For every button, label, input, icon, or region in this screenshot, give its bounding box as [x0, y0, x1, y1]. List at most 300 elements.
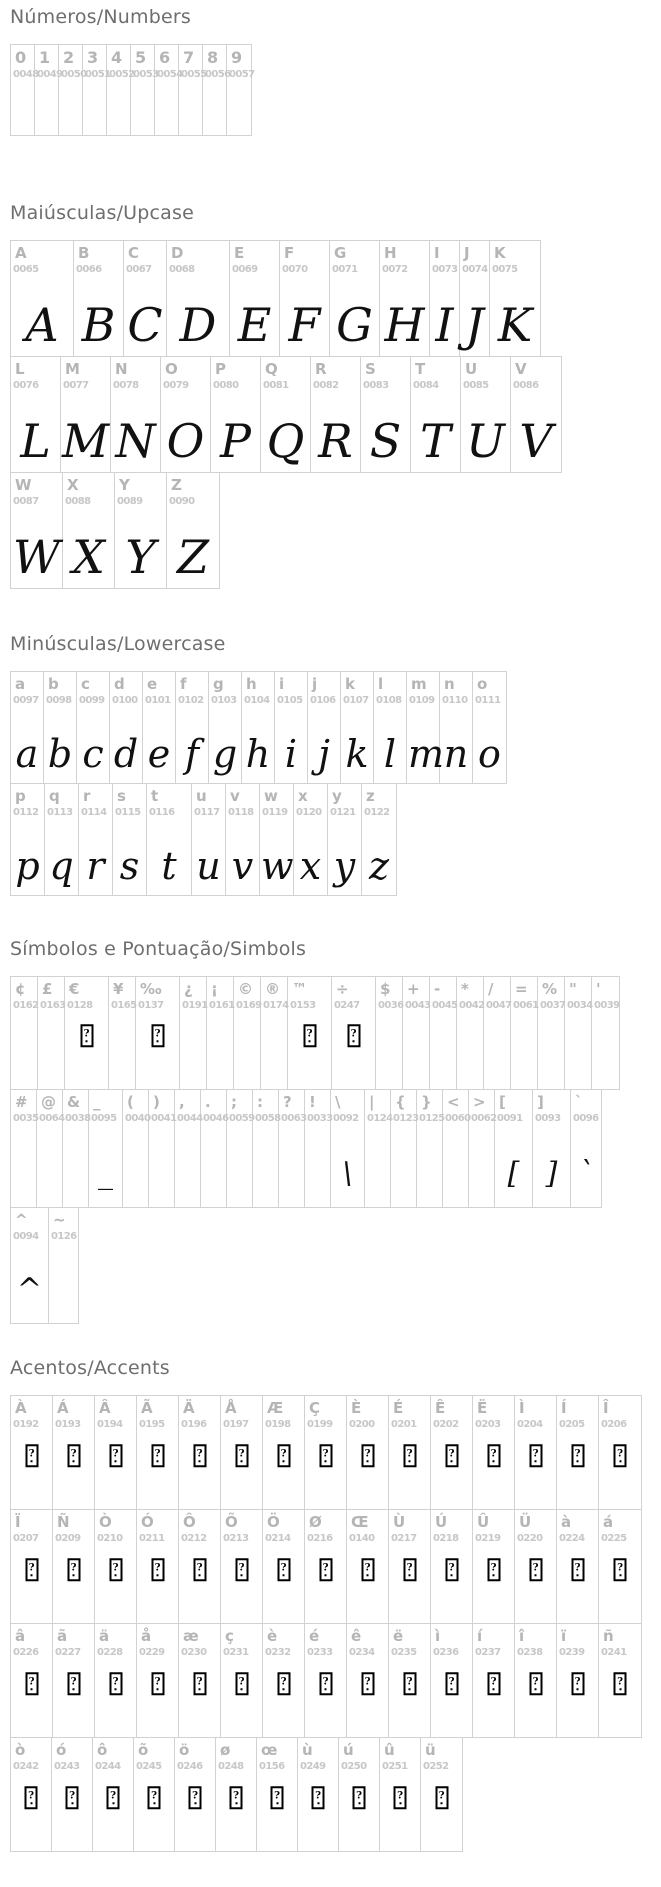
glyph-cell	[347, 1396, 389, 1509]
cell-char-label: É	[393, 1399, 404, 1417]
cell-char-label: O	[165, 360, 178, 378]
cell-char-label: Î	[603, 1399, 609, 1417]
missing-glyph-box	[67, 1444, 80, 1467]
cell-char-label: ø	[220, 1741, 231, 1759]
cell-char-label: í	[477, 1627, 483, 1645]
glyph-cell	[430, 241, 460, 356]
cell-glyph: y	[333, 844, 356, 888]
cell-unicode-value: 0092	[333, 1113, 359, 1124]
missing-glyph-question-mark: ?	[617, 1675, 623, 1687]
glyph-cell	[175, 1738, 216, 1851]
glyph-cell	[305, 1090, 331, 1207]
glyph-cell	[515, 1510, 557, 1623]
glyph-cell	[221, 1624, 263, 1737]
cell-char-label: o	[477, 675, 488, 693]
glyph-cell	[93, 1738, 134, 1851]
glyph-row	[10, 976, 620, 1090]
glyph-table-lowercase	[10, 671, 661, 896]
missing-glyph-box	[25, 1558, 38, 1581]
cell-unicode-value: 0121	[330, 807, 356, 818]
glyph-cell	[473, 672, 506, 783]
cell-char-label: ©	[238, 980, 253, 998]
cell-char-label: 7	[183, 48, 195, 67]
cell-glyph: J	[465, 298, 484, 352]
cell-char-label: é	[309, 1627, 320, 1645]
glyph-cell	[571, 1090, 601, 1207]
cell-unicode-value: 0091	[497, 1113, 523, 1124]
glyph-cell	[421, 1738, 462, 1851]
glyph-cell	[242, 672, 275, 783]
cell-unicode-value: 0123	[393, 1113, 419, 1124]
missing-glyph-box	[189, 1786, 202, 1809]
cell-unicode-value: 0095	[91, 1113, 117, 1124]
cell-unicode-value: 0083	[363, 380, 389, 391]
cell-char-label: {	[395, 1093, 406, 1111]
cell-unicode-value: 0057	[229, 69, 255, 80]
cell-glyph: U	[466, 414, 505, 468]
cell-char-label: K	[494, 244, 506, 262]
cell-char-label: %	[542, 980, 558, 998]
glyph-cell	[294, 784, 328, 895]
cell-char-label: H	[384, 244, 397, 262]
glyph-cell	[557, 1396, 599, 1509]
cell-char-label: }	[421, 1093, 432, 1111]
cell-char-label: Y	[119, 476, 130, 494]
cell-char-label: l	[378, 675, 384, 693]
cell-unicode-value: 0206	[601, 1419, 627, 1430]
cell-unicode-value: 0104	[244, 695, 270, 706]
cell-char-label: ™	[292, 980, 307, 998]
cell-char-label: Œ	[351, 1513, 369, 1531]
cell-char-label: r	[83, 787, 91, 805]
cell-char-label: [	[499, 1093, 506, 1111]
missing-glyph-question-mark: ?	[28, 1561, 35, 1573]
section-lowercase	[10, 633, 661, 896]
cell-char-label: ë	[393, 1627, 404, 1645]
missing-glyph-question-mark: ?	[406, 1447, 413, 1459]
cell-char-label: ú	[343, 1741, 354, 1759]
missing-glyph-question-mark: ?	[574, 1561, 581, 1573]
cell-char-label: Ì	[519, 1399, 525, 1417]
cell-glyph: b	[47, 732, 73, 776]
glyph-cell	[59, 45, 87, 135]
cell-char-label: á	[603, 1513, 614, 1531]
cell-unicode-value: 0061	[513, 1000, 539, 1011]
cell-unicode-value: 0232	[265, 1647, 291, 1658]
cell-char-label: 9	[231, 48, 243, 67]
cell-char-label: ^	[15, 1211, 28, 1229]
cell-unicode-value: 0156	[259, 1761, 285, 1772]
glyph-cell	[308, 672, 341, 783]
glyph-cell	[124, 241, 167, 356]
cell-unicode-value: 0087	[13, 496, 39, 507]
cell-char-label: ì	[435, 1627, 441, 1645]
cell-char-label: z	[366, 787, 375, 805]
cell-char-label: >	[473, 1093, 486, 1111]
missing-glyph-box	[403, 1672, 416, 1695]
glyph-cell	[407, 672, 445, 783]
cell-unicode-value: 0226	[13, 1647, 39, 1658]
cell-char-label: È	[351, 1399, 362, 1417]
cell-unicode-value: 0128	[67, 1000, 93, 1011]
glyph-cell	[52, 1738, 93, 1851]
cell-unicode-value: 0036	[378, 1000, 404, 1011]
glyph-cell	[391, 1090, 417, 1207]
cell-char-label: ó	[56, 1741, 67, 1759]
cell-char-label: w	[264, 787, 278, 805]
cell-unicode-value: 0120	[296, 807, 322, 818]
missing-glyph-question-mark: ?	[83, 1028, 90, 1040]
missing-glyph-question-mark: ?	[448, 1561, 455, 1573]
glyph-cell	[515, 1396, 557, 1509]
cell-unicode-value: 0197	[223, 1419, 249, 1430]
glyph-cell	[216, 1738, 257, 1851]
missing-glyph-box	[235, 1558, 248, 1581]
cell-unicode-value: 0228	[97, 1647, 123, 1658]
cell-unicode-value: 0040	[125, 1113, 151, 1124]
missing-glyph-box	[319, 1672, 332, 1695]
cell-unicode-value: 0075	[492, 264, 518, 275]
cell-char-label: 0	[15, 48, 27, 67]
glyph-cell	[110, 672, 143, 783]
cell-glyph: P	[220, 414, 251, 468]
missing-glyph-box	[614, 1558, 627, 1581]
cell-char-label: D	[171, 244, 184, 262]
cell-glyph: W	[12, 530, 61, 584]
glyph-cell	[147, 784, 192, 895]
missing-glyph-box	[25, 1444, 38, 1467]
cell-unicode-value: 0067	[126, 264, 152, 275]
cell-unicode-value: 0073	[432, 264, 458, 275]
missing-glyph-box	[277, 1558, 290, 1581]
missing-glyph-question-mark: ?	[397, 1789, 403, 1801]
cell-unicode-value: 0165	[111, 1000, 137, 1011]
missing-glyph-question-mark: ?	[617, 1561, 623, 1573]
glyph-cell	[288, 977, 332, 1089]
cell-char-label: b	[48, 675, 59, 693]
missing-glyph-question-mark: ?	[274, 1789, 280, 1801]
cell-char-label: i	[279, 675, 285, 693]
cell-unicode-value: 0077	[63, 380, 89, 391]
glyph-cell	[79, 784, 113, 895]
glyph-table-accents	[10, 1395, 661, 1852]
missing-glyph-question-mark: ?	[322, 1447, 329, 1459]
cell-unicode-value: 0211	[139, 1533, 165, 1544]
glyph-cell	[11, 357, 61, 472]
cell-glyph: Y	[125, 530, 156, 584]
cell-unicode-value: 0063	[281, 1113, 307, 1124]
cell-unicode-value: 0056	[205, 69, 231, 80]
cell-glyph: `	[578, 1156, 594, 1191]
glyph-cell	[143, 672, 176, 783]
cell-char-label: P	[215, 360, 226, 378]
cell-char-label: \	[335, 1093, 341, 1111]
cell-glyph: B	[81, 298, 116, 352]
cell-char-label: è	[267, 1627, 278, 1645]
cell-glyph: d	[113, 732, 139, 776]
cell-char-label: !	[309, 1093, 316, 1111]
cell-char-label: ¿	[184, 980, 193, 998]
glyph-cell	[599, 1396, 641, 1509]
cell-glyph: N	[115, 414, 156, 468]
cell-unicode-value: 0080	[213, 380, 239, 391]
glyph-cell	[389, 1396, 431, 1509]
cell-char-label: û	[384, 1741, 395, 1759]
glyph-cell	[95, 1624, 137, 1737]
glyph-row	[10, 44, 255, 136]
missing-glyph-question-mark: ?	[448, 1675, 455, 1687]
cell-unicode-value: 0115	[115, 807, 141, 818]
cell-char-label: s	[117, 787, 126, 805]
cell-unicode-value: 0217	[391, 1533, 417, 1544]
glyph-cell	[89, 1090, 123, 1207]
missing-glyph-box	[403, 1444, 416, 1467]
cell-glyph: L	[20, 414, 51, 468]
cell-char-label: f	[180, 675, 187, 693]
glyph-row	[10, 1207, 79, 1324]
glyph-cell	[209, 672, 242, 783]
cell-char-label: ò	[15, 1741, 26, 1759]
cell-unicode-value: 0043	[405, 1000, 431, 1011]
cell-char-label: @	[41, 1093, 56, 1111]
glyph-cell	[380, 241, 430, 356]
cell-char-label: X	[67, 476, 79, 494]
cell-char-label: î	[519, 1627, 525, 1645]
missing-glyph-box	[614, 1444, 627, 1467]
missing-glyph-box	[271, 1786, 284, 1809]
cell-unicode-value: 0218	[433, 1533, 459, 1544]
cell-unicode-value: 0199	[307, 1419, 333, 1430]
glyph-cell	[374, 672, 407, 783]
cell-unicode-value: 0093	[535, 1113, 561, 1124]
cell-unicode-value: 0064	[39, 1113, 65, 1124]
cell-glyph: f	[184, 732, 200, 776]
cell-char-label: |	[369, 1093, 375, 1111]
missing-glyph-question-mark: ?	[154, 1447, 161, 1459]
cell-unicode-value: 0202	[433, 1419, 459, 1430]
missing-glyph-box	[319, 1558, 332, 1581]
glyph-row	[10, 1509, 642, 1624]
missing-glyph-question-mark: ?	[154, 1675, 161, 1687]
glyph-cell	[490, 241, 540, 356]
cell-char-label: k	[345, 675, 355, 693]
cell-char-label: À	[15, 1399, 27, 1417]
cell-glyph: I	[435, 298, 454, 352]
glyph-cell	[280, 241, 330, 356]
cell-unicode-value: 0236	[433, 1647, 459, 1658]
glyph-cell	[365, 1090, 391, 1207]
cell-unicode-value: 0099	[79, 695, 105, 706]
glyph-cell	[305, 1510, 347, 1623]
cell-char-label: ÷	[336, 980, 349, 998]
cell-unicode-value: 0062	[471, 1113, 497, 1124]
cell-char-label: c	[81, 675, 90, 693]
glyph-cell	[53, 1510, 95, 1623]
cell-char-label: n	[444, 675, 455, 693]
cell-char-label: ¡	[211, 980, 218, 998]
cell-char-label: S	[365, 360, 376, 378]
section-title-accents: Acentos/Accents	[10, 1357, 170, 1379]
cell-char-label: u	[196, 787, 207, 805]
missing-glyph-question-mark: ?	[364, 1447, 371, 1459]
missing-glyph-box	[487, 1444, 500, 1467]
glyph-cell	[11, 1738, 52, 1851]
glyph-cell	[279, 1090, 305, 1207]
missing-glyph-box	[361, 1444, 374, 1467]
glyph-cell	[263, 1510, 305, 1623]
cell-unicode-value: 0110	[442, 695, 468, 706]
glyph-cell	[261, 977, 288, 1089]
cell-unicode-value: 0068	[169, 264, 195, 275]
cell-unicode-value: 0191	[182, 1000, 208, 1011]
cell-unicode-value: 0227	[55, 1647, 81, 1658]
cell-char-label: =	[515, 980, 528, 998]
missing-glyph-question-mark: ?	[356, 1789, 362, 1801]
cell-unicode-value: 0251	[382, 1761, 408, 1772]
missing-glyph-question-mark: ?	[364, 1675, 371, 1687]
cell-glyph: l	[383, 732, 397, 776]
cell-glyph: z	[368, 844, 390, 888]
cell-unicode-value: 0125	[419, 1113, 445, 1124]
glyph-cell	[115, 473, 167, 588]
missing-glyph-question-mark: ?	[238, 1675, 245, 1687]
cell-char-label: C	[128, 244, 140, 262]
missing-glyph-box	[529, 1444, 542, 1467]
cell-char-label: +	[407, 980, 420, 998]
cell-unicode-value: 0058	[255, 1113, 281, 1124]
cell-char-label: W	[15, 476, 32, 494]
cell-char-label: j	[312, 675, 318, 693]
glyph-cell	[403, 977, 430, 1089]
missing-glyph-question-mark: ?	[238, 1447, 245, 1459]
cell-char-label: y	[332, 787, 342, 805]
missing-glyph-question-mark: ?	[280, 1561, 287, 1573]
cell-unicode-value: 0195	[139, 1419, 165, 1430]
cell-char-label: E	[234, 244, 245, 262]
cell-char-label: ,	[179, 1093, 185, 1111]
cell-char-label: Ò	[99, 1513, 112, 1531]
cell-char-label: v	[230, 787, 240, 805]
missing-glyph-box	[25, 1672, 38, 1695]
cell-glyph: q	[49, 844, 74, 888]
cell-char-label: õ	[138, 1741, 149, 1759]
glyph-cell	[263, 1624, 305, 1737]
cell-char-label: Í	[561, 1399, 567, 1417]
missing-glyph-question-mark: ?	[532, 1447, 539, 1459]
cell-char-label: Ú	[435, 1513, 448, 1531]
glyph-cell	[207, 977, 234, 1089]
cell-unicode-value: 0203	[475, 1419, 501, 1430]
missing-glyph-box	[67, 1558, 80, 1581]
glyph-cell	[131, 45, 159, 135]
glyph-cell	[137, 1510, 179, 1623]
cell-char-label: æ	[183, 1627, 199, 1645]
cell-unicode-value: 0072	[382, 264, 408, 275]
missing-glyph-question-mark: ?	[151, 1789, 157, 1801]
cell-unicode-value: 0244	[95, 1761, 121, 1772]
glyph-cell	[77, 672, 110, 783]
missing-glyph-question-mark: ?	[280, 1675, 287, 1687]
glyph-cell	[557, 1510, 599, 1623]
section-symbols	[10, 938, 661, 1324]
glyph-cell	[347, 1624, 389, 1737]
cell-unicode-value: 0214	[265, 1533, 291, 1544]
cell-unicode-value: 0107	[343, 695, 369, 706]
glyph-cell	[83, 45, 111, 135]
glyph-cell	[179, 45, 207, 135]
cell-char-label: Ç	[309, 1399, 321, 1417]
glyph-cell	[469, 1090, 495, 1207]
cell-glyph: s	[119, 844, 140, 888]
cell-char-label: 3	[87, 48, 99, 67]
cell-char-label: â	[15, 1627, 26, 1645]
cell-char-label: B	[78, 244, 90, 262]
cell-glyph: T	[420, 414, 451, 468]
cell-char-label: Ü	[519, 1513, 532, 1531]
cell-char-label: ]	[537, 1093, 544, 1111]
missing-glyph-question-mark: ?	[574, 1675, 581, 1687]
glyph-cell	[592, 977, 619, 1089]
cell-glyph: w	[261, 844, 294, 888]
cell-unicode-value: 0086	[513, 380, 539, 391]
glyph-cell	[263, 1396, 305, 1509]
glyph-cell	[11, 1510, 53, 1623]
cell-unicode-value: 0039	[594, 1000, 620, 1011]
cell-char-label: -	[434, 980, 441, 998]
missing-glyph-question-mark: ?	[532, 1561, 539, 1573]
section-numbers	[10, 6, 661, 136]
cell-unicode-value: 0071	[332, 264, 358, 275]
cell-glyph: A	[25, 298, 59, 352]
cell-unicode-value: 0210	[97, 1533, 123, 1544]
section-title-numbers: Números/Numbers	[10, 6, 191, 28]
missing-glyph-box	[303, 1024, 316, 1047]
glyph-cell	[431, 1396, 473, 1509]
glyph-cell	[495, 1090, 533, 1207]
cell-char-label: :	[257, 1093, 263, 1111]
section-uppercase	[10, 202, 661, 589]
cell-char-label: Â	[99, 1399, 111, 1417]
cell-glyph: c	[82, 732, 104, 776]
cell-unicode-value: 0194	[97, 1419, 123, 1430]
missing-glyph-question-mark: ?	[322, 1561, 329, 1573]
glyph-row	[10, 1623, 642, 1738]
glyph-cell	[341, 672, 374, 783]
cell-unicode-value: 0114	[81, 807, 107, 818]
cell-unicode-value: 0252	[423, 1761, 449, 1772]
cell-unicode-value: 0113	[47, 807, 73, 818]
cell-unicode-value: 0233	[307, 1647, 333, 1658]
glyph-row	[10, 1089, 602, 1208]
cell-glyph: E	[237, 298, 272, 352]
cell-char-label: F	[284, 244, 295, 262]
cell-unicode-value: 0089	[117, 496, 143, 507]
cell-glyph: R	[318, 414, 353, 468]
cell-unicode-value: 0245	[136, 1761, 162, 1772]
cell-unicode-value: 0034	[567, 1000, 593, 1011]
cell-unicode-value: 0045	[432, 1000, 458, 1011]
missing-glyph-question-mark: ?	[110, 1789, 116, 1801]
cell-unicode-value: 0201	[391, 1419, 417, 1430]
missing-glyph-box	[151, 1672, 164, 1695]
missing-glyph-question-mark: ?	[70, 1447, 77, 1459]
cell-unicode-value: 0124	[367, 1113, 393, 1124]
glyph-table-uppercase	[10, 240, 661, 589]
cell-char-label: h	[246, 675, 257, 693]
cell-unicode-value: 0229	[139, 1647, 165, 1658]
glyph-cell	[389, 1624, 431, 1737]
cell-char-label: 6	[159, 48, 171, 67]
